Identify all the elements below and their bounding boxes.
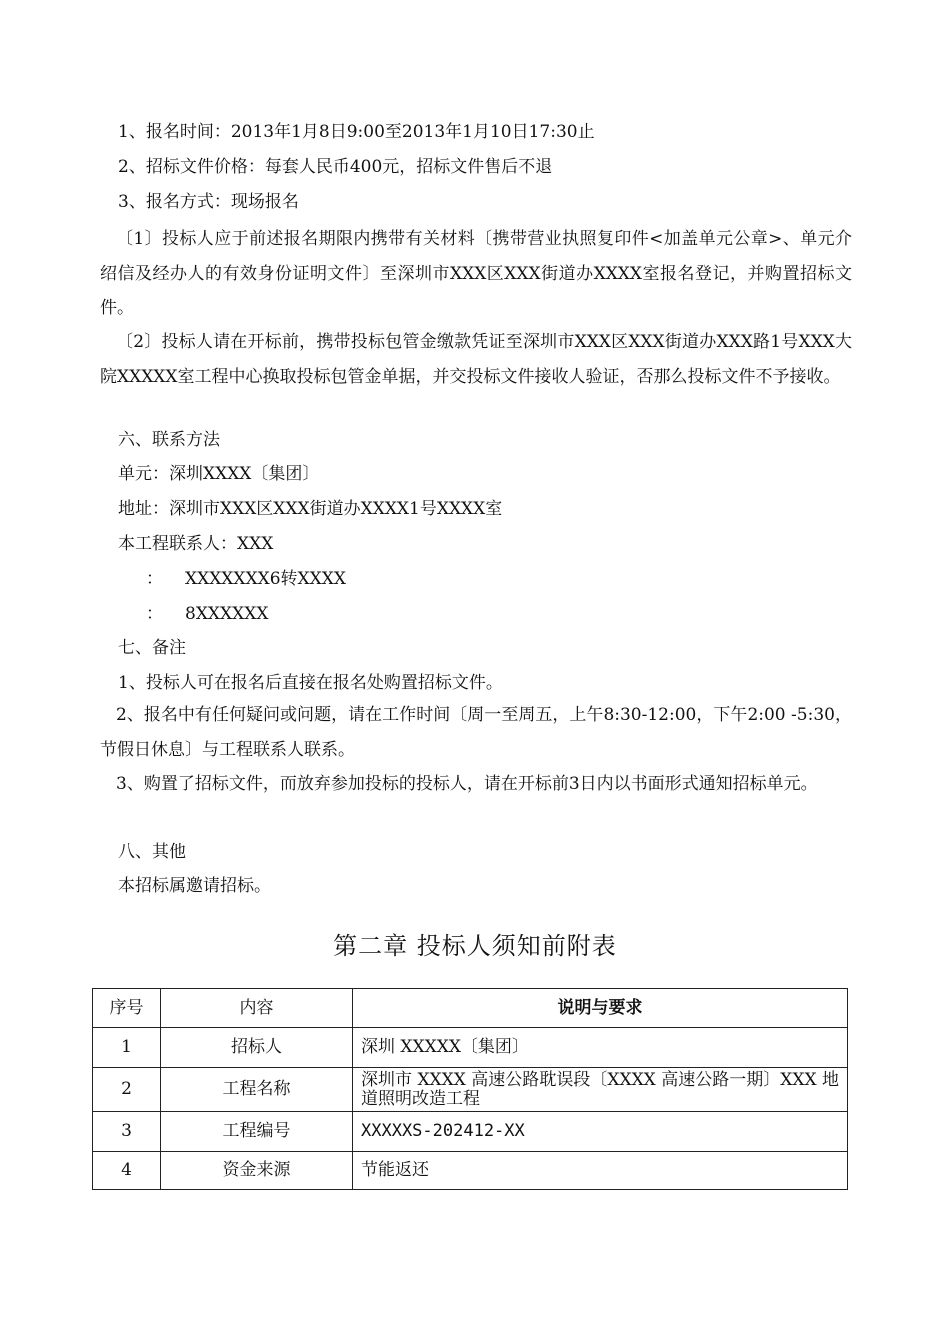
table-header-row xyxy=(93,989,848,1028)
row-item: 工程编号 xyxy=(161,1112,353,1152)
table-row xyxy=(93,1112,848,1152)
paragraph-registration-materials: 〔1〕投标人应于前述报名期限内携带有关材料〔携带营业执照复印件<加盖单元公章>、单元介绍信及经办人的有效身份证明文件〕至深圳市XXX区XXX街道办XXXX室报名登记，并购置招标文件。 xyxy=(100,229,852,318)
table-row xyxy=(93,1068,848,1112)
chapter-title: 第二章 投标人须知前附表 xyxy=(333,932,617,960)
row-item: 资金来源 xyxy=(161,1152,353,1190)
contact-address: 地址：深圳市XXX区XXX街道办XXXX1号XXXX室 xyxy=(118,499,503,519)
header-content: 内容 xyxy=(161,989,353,1028)
header-requirements: 说明与要求 xyxy=(353,989,848,1028)
note-2: 2、报名中有任何疑问或问题，请在工作时间〔周一至周五，上午8:30-12:00，下午2:00 -5:30，节假日休息〕与工程联系人联系。 xyxy=(100,705,852,760)
contact-person: 本工程联系人：XXX xyxy=(118,534,274,554)
row-value: 深圳市 XXXX 高速公路耽误段〔XXXX 高速公路一期〕XXX 地道照明改造工程 xyxy=(353,1068,848,1112)
header-index: 序号 xyxy=(93,989,161,1028)
row-value: 节能返还 xyxy=(353,1152,848,1190)
registration-method: 3、报名方式：现场报名 xyxy=(118,192,299,212)
notes-heading: 七、备注 xyxy=(118,638,186,658)
table-row xyxy=(93,1028,848,1068)
other-heading: 八、其他 xyxy=(118,842,186,862)
bid-info-table xyxy=(92,988,848,1190)
row-value: 深圳 XXXXX〔集团〕 xyxy=(353,1028,848,1068)
row-index: 1 xyxy=(93,1028,161,1068)
row-index: 4 xyxy=(93,1152,161,1190)
contact-heading: 六、联系方法 xyxy=(118,430,220,450)
row-item: 工程名称 xyxy=(161,1068,353,1112)
fax-colon: ： xyxy=(146,604,163,624)
row-value: XXXXXS-202412-XX xyxy=(353,1112,848,1152)
contact-unit: 单元：深圳XXXX〔集团〕 xyxy=(118,464,320,484)
row-index: 3 xyxy=(93,1112,161,1152)
paragraph-bid-bond: 〔2〕投标人请在开标前，携带投标包管金缴款凭证至深圳市XXX区XXX街道办XXX路1号XXX大院XXXXX室工程中心换取投标包管金单据，并交投标文件接收人验证，否那么投标文件不予接收。 xyxy=(100,332,852,387)
contact-fax: 8XXXXXX xyxy=(185,604,269,624)
row-index: 2 xyxy=(93,1068,161,1112)
note-3: 3、购置了招标文件，而放弃参加投标的投标人，请在开标前3日内以书面形式通知招标单元。 xyxy=(116,774,818,794)
note-1: 1、投标人可在报名后直接在报名处购置招标文件。 xyxy=(118,673,503,693)
row-item: 招标人 xyxy=(161,1028,353,1068)
table-row xyxy=(93,1152,848,1190)
phone-colon: ： xyxy=(146,569,163,589)
contact-phone: XXXXXXX6转XXXX xyxy=(185,569,346,589)
other-text: 本招标属邀请招标。 xyxy=(118,876,271,896)
registration-time: 1、报名时间：2013年1月8日9:00至2013年1月10日17:30止 xyxy=(118,122,595,142)
document-price: 2、招标文件价格：每套人民币400元，招标文件售后不退 xyxy=(118,157,553,177)
